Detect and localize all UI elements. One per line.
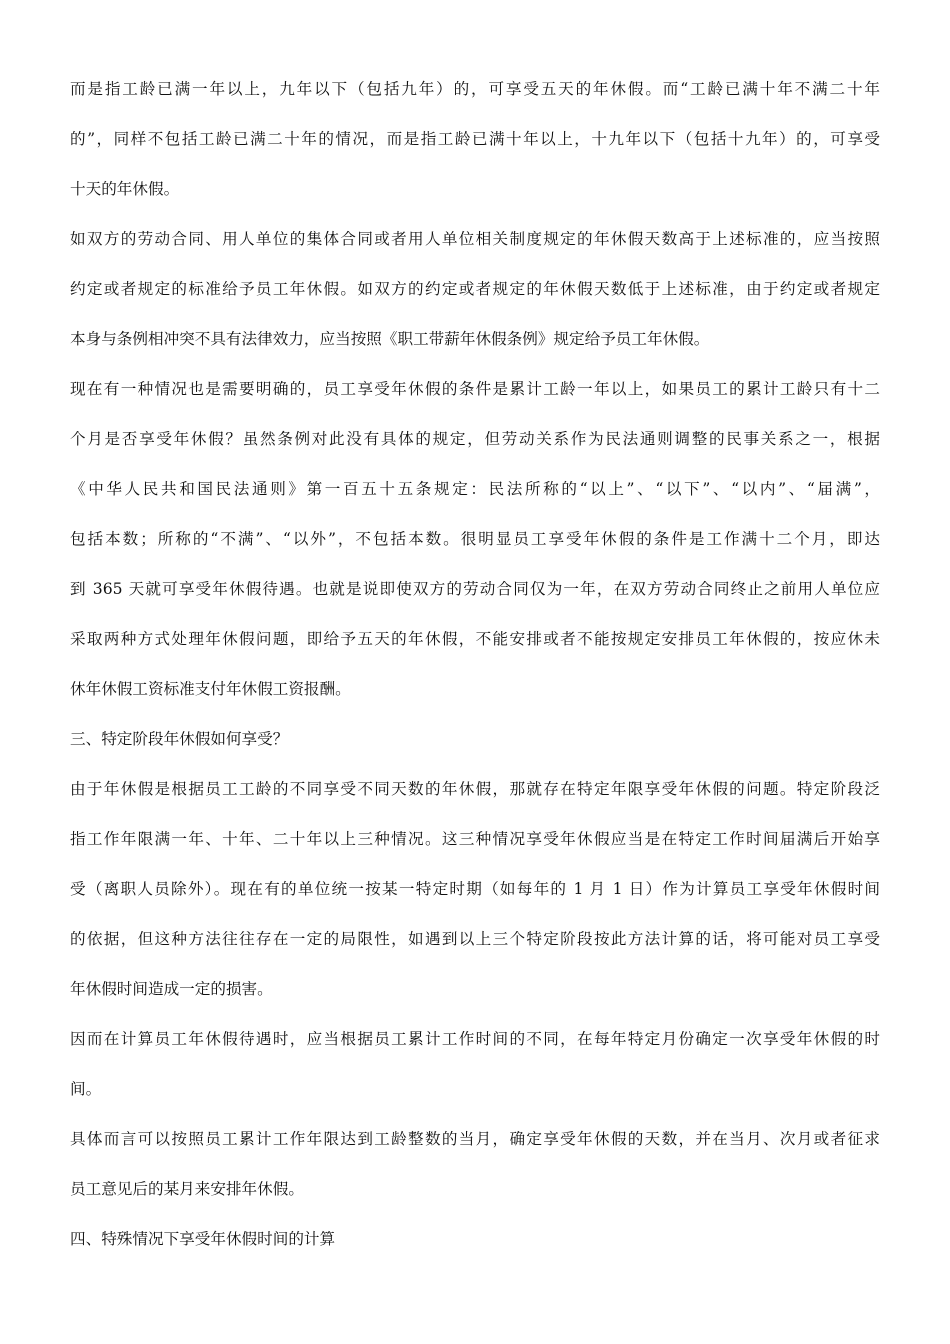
section-heading: 三、特定阶段年休假如何享受？ bbox=[70, 730, 289, 748]
text-line: 而是指工龄已满一年以上，九年以下（包括九年）的，可享受五天的年休假。而“工龄已满十年不满二十年 bbox=[70, 80, 880, 98]
text-line: 指工作年限满一年、十年、二十年以上三种情况。这三种情况享受年休假应当是在特定工作时间届满后开始享 bbox=[70, 830, 880, 848]
text-line: 年休假时间造成一定的损害。 bbox=[70, 980, 273, 998]
text-line: 采取两种方式处理年休假问题，即给予五天的年休假，不能安排或者不能按规定安排员工年休假的，按应休未 bbox=[70, 630, 880, 648]
text-line: 如双方的劳动合同、用人单位的集体合同或者用人单位相关制度规定的年休假天数高于上述标准的，应当按照 bbox=[70, 230, 880, 248]
text-line: 因而在计算员工年休假待遇时，应当根据员工累计工作时间的不同，在每年特定月份确定一次享受年休假的时 bbox=[70, 1030, 880, 1048]
text-line: 包括本数；所称的“不满”、“以外”，不包括本数。很明显员工享受年休假的条件是工作满十二个月，即达 bbox=[70, 530, 880, 548]
text-line: 到 365 天就可享受年休假待遇。也就是说即使双方的劳动合同仅为一年，在双方劳动合同终止之前用人单位应 bbox=[70, 580, 880, 598]
text-line: 受（离职人员除外）。现在有的单位统一按某一特定时期（如每年的 1 月 1 日）作为计算员工享受年休假时间 bbox=[70, 880, 880, 898]
text-line: 十天的年休假。 bbox=[70, 180, 180, 198]
text-line: 本身与条例相冲突不具有法律效力，应当按照《职工带薪年休假条例》规定给予员工年休假。 bbox=[70, 330, 710, 348]
text-line: 具体而言可以按照员工累计工作年限达到工龄整数的当月，确定享受年休假的天数，并在当月、次月或者征求 bbox=[70, 1130, 880, 1148]
text-line: 的依据，但这种方法往往存在一定的局限性，如遇到以上三个特定阶段按此方法计算的话，将可能对员工享受 bbox=[70, 930, 880, 948]
text-line: 的”，同样不包括工龄已满二十年的情况，而是指工龄已满十年以上，十九年以下（包括十九年）的，可享受 bbox=[70, 130, 880, 148]
text-line: 《中华人民共和国民法通则》第一百五十五条规定：民法所称的“以上”、“以下”、“以内”、“届满”， bbox=[70, 480, 880, 498]
text-line: 个月是否享受年休假？虽然条例对此没有具体的规定，但劳动关系作为民法通则调整的民事关系之一，根据 bbox=[70, 430, 880, 448]
text-line: 现在有一种情况也是需要明确的，员工享受年休假的条件是累计工龄一年以上，如果员工的累计工龄只有十二 bbox=[70, 380, 880, 398]
text-line: 约定或者规定的标准给予员工年休假。如双方的约定或者规定的年休假天数低于上述标准，由于约定或者规定 bbox=[70, 280, 880, 298]
text-line: 休年休假工资标准支付年休假工资报酬。 bbox=[70, 680, 351, 698]
text-line: 员工意见后的某月来安排年休假。 bbox=[70, 1180, 304, 1198]
section-heading: 四、特殊情况下享受年休假时间的计算 bbox=[70, 1230, 336, 1248]
text-line: 间。 bbox=[70, 1080, 102, 1098]
text-line: 由于年休假是根据员工工龄的不同享受不同天数的年休假，那就存在特定年限享受年休假的问题。特定阶段泛 bbox=[70, 780, 880, 798]
